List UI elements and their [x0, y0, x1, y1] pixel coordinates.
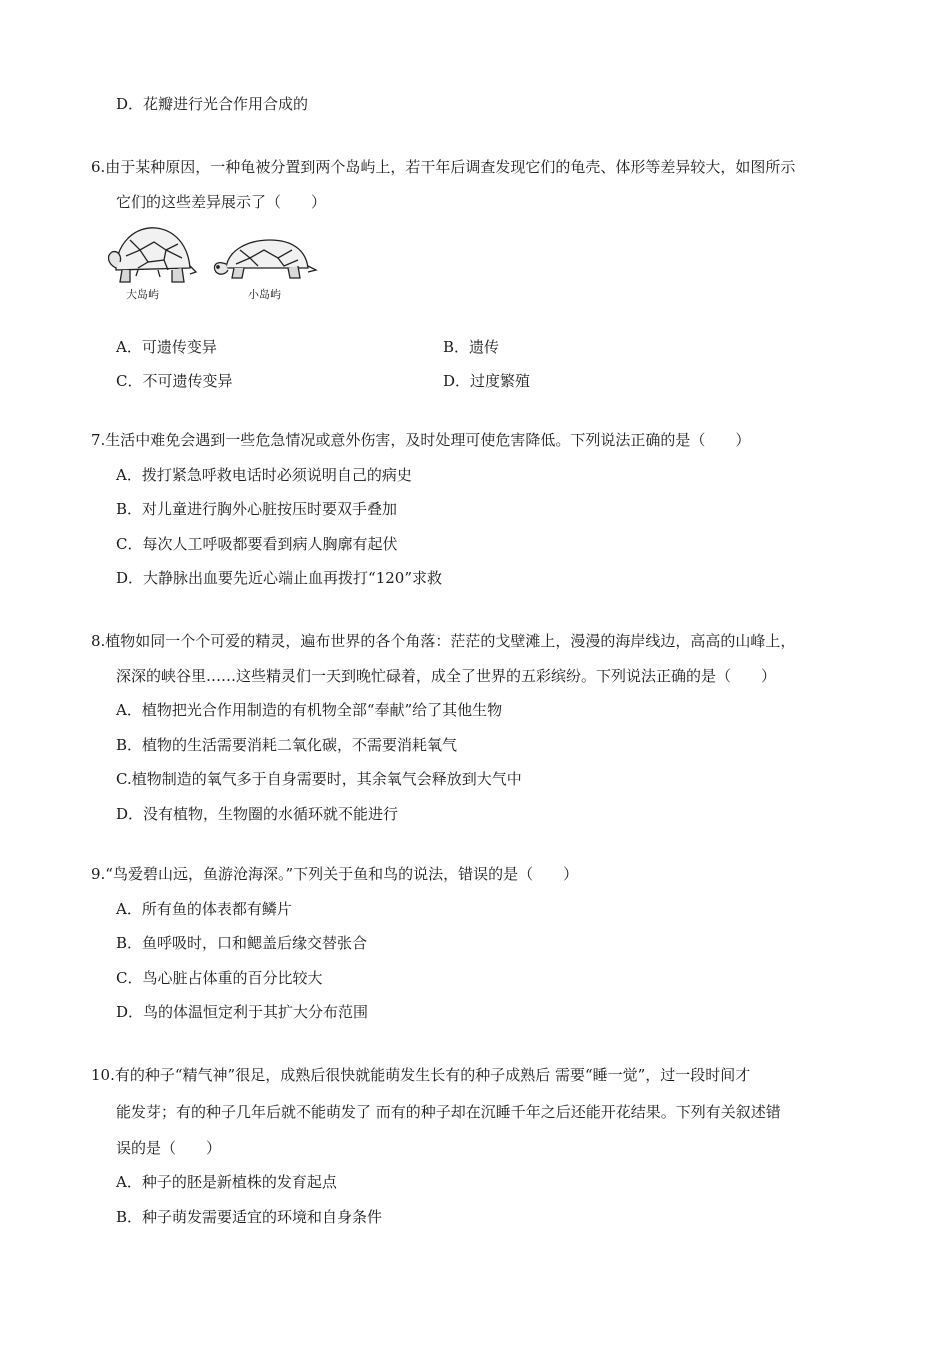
- q6-stem-line1: 6.由于某种原因，一种龟被分置到两个岛屿上，若干年后调查发现它们的龟壳、体形等差异较大，如图所示: [91, 158, 796, 176]
- q6-stem-line2: 它们的这些差异展示了（ ）: [116, 193, 327, 211]
- q9-option-a: A．所有鱼的体表都有鳞片: [116, 900, 292, 918]
- q6-figure-turtles: [108, 220, 323, 310]
- q7-stem-line1: 7.生活中难免会遇到一些危急情况或意外伤害，及时处理可使危害降低。下列说法正确的是（ ）: [91, 431, 751, 449]
- q6-option-d: D．过度繁殖: [443, 372, 531, 390]
- q7-option-b: B．对儿童进行胸外心脏按压时要双手叠加: [116, 500, 398, 518]
- turtle-small-island: [214, 240, 316, 278]
- q8-stem-line2: 深深的峡谷里……这些精灵们一天到晚忙碌着，成全了世界的五彩缤纷。下列说法正确的是（ ）: [116, 667, 777, 685]
- q9-option-c: C．鸟心脏占体重的百分比较大: [116, 969, 323, 987]
- turtle-illustration: [108, 220, 323, 290]
- q7-option-a: A．拨打紧急呼救电话时必须说明自己的病史: [116, 466, 412, 484]
- q10-stem-line2: 能发芽；有的种子几年后就不能萌发了 而有的种子却在沉睡千年之后还能开花结果。下列有关叙述错: [116, 1103, 781, 1121]
- q6-option-a: A．可遗传变异: [116, 338, 217, 356]
- q8-option-b: B．植物的生活需要消耗二氧化碳，不需要消耗氧气: [116, 736, 458, 754]
- q7-option-d: D．大静脉出血要先近心端止血再拨打“120”求救: [116, 569, 442, 587]
- q10-option-a: A．种子的胚是新植株的发育起点: [116, 1173, 337, 1191]
- q9-option-d: D．鸟的体温恒定利于其扩大分布范围: [116, 1003, 369, 1021]
- q10-stem-line3: 误的是（ ）: [116, 1139, 222, 1157]
- q9-stem-line1: 9.“鸟爱碧山远，鱼游沧海深。”下列关于鱼和鸟的说法，错误的是（ ）: [91, 865, 579, 883]
- q8-option-d: D．没有植物，生物圈的水循环就不能进行: [116, 805, 399, 823]
- q6-option-b: B．遗传: [443, 338, 500, 356]
- q6-option-c: C．不可遗传变异: [116, 372, 233, 390]
- q5-option-d: D．花瓣进行光合作用合成的: [116, 95, 309, 113]
- q8-option-c: C.植物制造的氧气多于自身需要时，其余氧气会释放到大气中: [116, 770, 522, 788]
- q10-stem-line1: 10.有的种子“精气神”很足，成熟后很快就能萌发生长有的种子成熟后 需要“睡一觉”，过一段时间才: [91, 1066, 751, 1084]
- q7-option-c: C．每次人工呼吸都要看到病人胸廓有起伏: [116, 535, 398, 553]
- q9-option-b: B．鱼呼吸时，口和鳃盖后缘交替张合: [116, 934, 368, 952]
- q6-figure-caption-large-island: 大岛屿: [126, 288, 159, 301]
- q8-option-a: A．植物把光合作用制造的有机物全部“奉献”给了其他生物: [116, 701, 503, 719]
- q10-option-b: B．种子萌发需要适宜的环境和自身条件: [116, 1208, 383, 1226]
- q8-stem-line1: 8.植物如同一个个可爱的精灵，遍布世界的各个角落：茫茫的戈壁滩上，漫漫的海岸线边，高高的山峰上，: [91, 632, 796, 650]
- turtle-large-island: [109, 228, 196, 282]
- q6-figure-caption-small-island: 小岛屿: [248, 288, 281, 301]
